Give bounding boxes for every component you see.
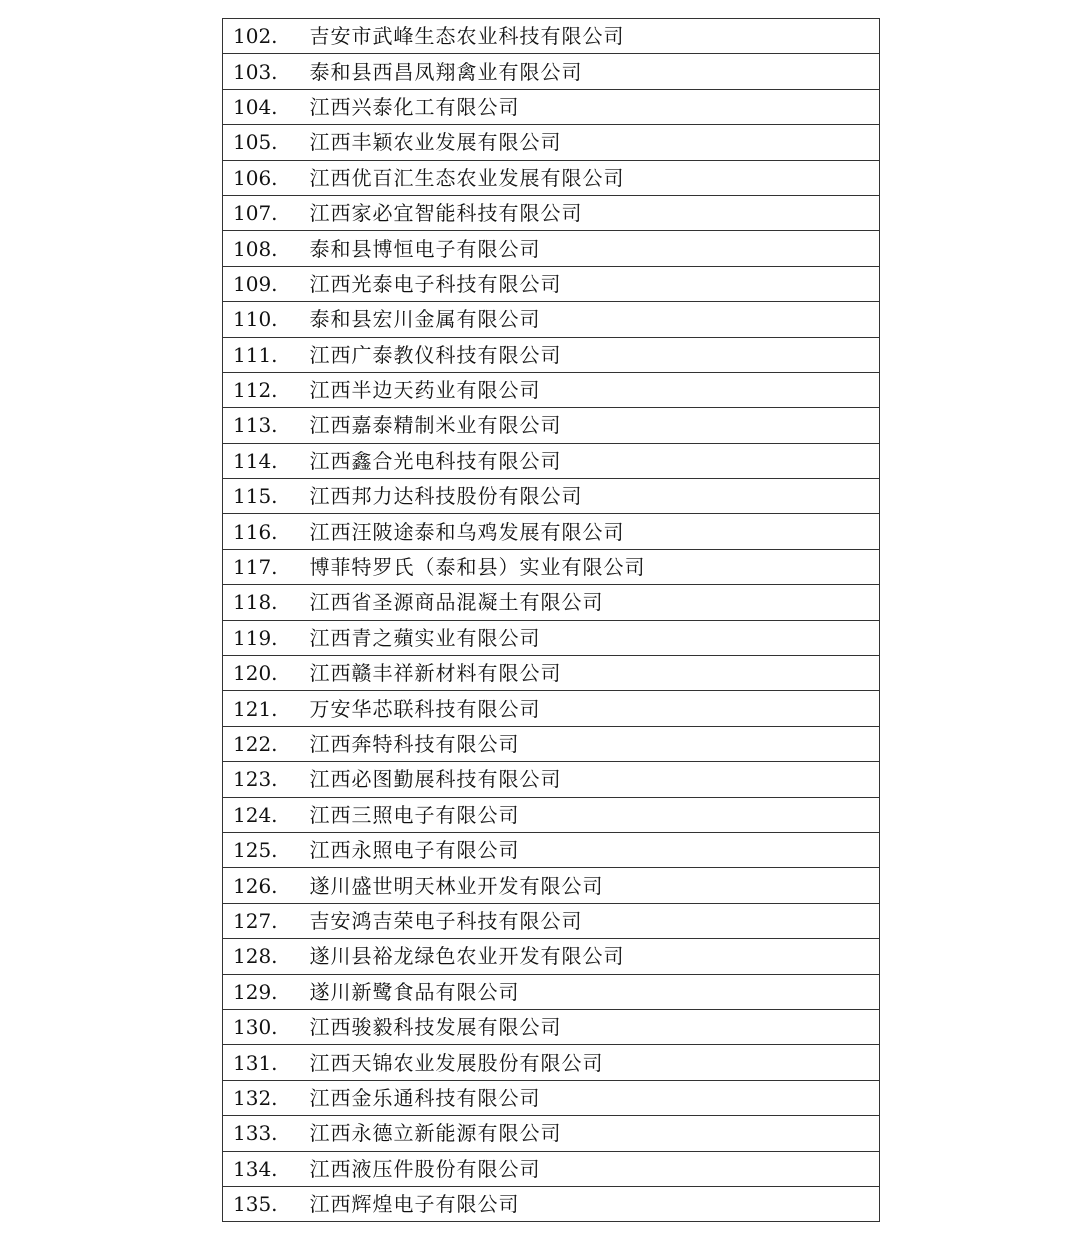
company-name: 博菲特罗氏（泰和县）实业有限公司	[310, 549, 880, 584]
row-number: 104.	[223, 89, 310, 124]
company-list-table	[222, 18, 880, 1222]
table-row	[223, 195, 880, 230]
table-row	[223, 1045, 880, 1080]
row-number: 119.	[223, 620, 310, 655]
company-name: 江西优百汇生态农业发展有限公司	[310, 160, 880, 195]
table-row	[223, 1080, 880, 1115]
row-number: 114.	[223, 443, 310, 478]
company-name: 江西青之蘋实业有限公司	[310, 620, 880, 655]
row-number: 113.	[223, 408, 310, 443]
row-number: 103.	[223, 54, 310, 89]
company-name: 江西光泰电子科技有限公司	[310, 266, 880, 301]
company-list-body	[223, 19, 880, 1222]
company-name: 江西天锦农业发展股份有限公司	[310, 1045, 880, 1080]
row-number: 126.	[223, 868, 310, 903]
company-name: 江西兴泰化工有限公司	[310, 89, 880, 124]
company-name: 泰和县博恒电子有限公司	[310, 231, 880, 266]
table-row	[223, 620, 880, 655]
row-number: 102.	[223, 19, 310, 54]
table-row	[223, 302, 880, 337]
company-name: 江西汪陂途泰和乌鸡发展有限公司	[310, 514, 880, 549]
company-name: 江西家必宜智能科技有限公司	[310, 195, 880, 230]
row-number: 110.	[223, 302, 310, 337]
table-row	[223, 54, 880, 89]
company-name: 遂川新鹭食品有限公司	[310, 974, 880, 1009]
company-name: 江西邦力达科技股份有限公司	[310, 479, 880, 514]
table-row	[223, 1116, 880, 1151]
company-name: 江西鑫合光电科技有限公司	[310, 443, 880, 478]
company-name: 江西必图勤展科技有限公司	[310, 762, 880, 797]
company-name: 遂川盛世明天林业开发有限公司	[310, 868, 880, 903]
company-name: 江西广泰教仪科技有限公司	[310, 337, 880, 372]
table-row	[223, 549, 880, 584]
company-name: 江西金乐通科技有限公司	[310, 1080, 880, 1115]
company-name: 万安华芯联科技有限公司	[310, 691, 880, 726]
company-name: 江西永德立新能源有限公司	[310, 1116, 880, 1151]
table-row	[223, 443, 880, 478]
row-number: 125.	[223, 832, 310, 867]
row-number: 132.	[223, 1080, 310, 1115]
row-number: 118.	[223, 585, 310, 620]
table-row	[223, 337, 880, 372]
table-row	[223, 1186, 880, 1221]
row-number: 135.	[223, 1186, 310, 1221]
table-row	[223, 372, 880, 407]
table-row	[223, 656, 880, 691]
row-number: 133.	[223, 1116, 310, 1151]
table-row	[223, 974, 880, 1009]
table-row	[223, 585, 880, 620]
row-number: 115.	[223, 479, 310, 514]
company-name: 江西省圣源商品混凝土有限公司	[310, 585, 880, 620]
company-name: 吉安市武峰生态农业科技有限公司	[310, 19, 880, 54]
row-number: 108.	[223, 231, 310, 266]
row-number: 131.	[223, 1045, 310, 1080]
row-number: 127.	[223, 903, 310, 938]
row-number: 128.	[223, 939, 310, 974]
company-name: 江西奔特科技有限公司	[310, 726, 880, 761]
table-row	[223, 1151, 880, 1186]
row-number: 129.	[223, 974, 310, 1009]
row-number: 120.	[223, 656, 310, 691]
company-name: 江西辉煌电子有限公司	[310, 1186, 880, 1221]
table-row	[223, 903, 880, 938]
row-number: 121.	[223, 691, 310, 726]
company-name: 江西赣丰祥新材料有限公司	[310, 656, 880, 691]
company-name: 遂川县裕龙绿色农业开发有限公司	[310, 939, 880, 974]
table-row	[223, 266, 880, 301]
row-number: 130.	[223, 1009, 310, 1044]
company-name: 江西永照电子有限公司	[310, 832, 880, 867]
company-name: 江西嘉泰精制米业有限公司	[310, 408, 880, 443]
row-number: 107.	[223, 195, 310, 230]
company-name: 江西骏毅科技发展有限公司	[310, 1009, 880, 1044]
table-row	[223, 408, 880, 443]
table-row	[223, 868, 880, 903]
table-row	[223, 726, 880, 761]
row-number: 134.	[223, 1151, 310, 1186]
row-number: 112.	[223, 372, 310, 407]
table-row	[223, 514, 880, 549]
row-number: 117.	[223, 549, 310, 584]
table-row	[223, 19, 880, 54]
company-name: 江西液压件股份有限公司	[310, 1151, 880, 1186]
table-row	[223, 479, 880, 514]
table-row	[223, 125, 880, 160]
company-name: 泰和县西昌凤翔禽业有限公司	[310, 54, 880, 89]
table-row	[223, 1009, 880, 1044]
row-number: 109.	[223, 266, 310, 301]
company-name: 泰和县宏川金属有限公司	[310, 302, 880, 337]
company-name: 江西半边天药业有限公司	[310, 372, 880, 407]
row-number: 116.	[223, 514, 310, 549]
row-number: 124.	[223, 797, 310, 832]
table-row	[223, 691, 880, 726]
row-number: 111.	[223, 337, 310, 372]
company-name: 江西丰颖农业发展有限公司	[310, 125, 880, 160]
row-number: 123.	[223, 762, 310, 797]
row-number: 106.	[223, 160, 310, 195]
table-row	[223, 832, 880, 867]
table-row	[223, 231, 880, 266]
table-row	[223, 89, 880, 124]
company-name: 吉安鸿吉荣电子科技有限公司	[310, 903, 880, 938]
row-number: 122.	[223, 726, 310, 761]
table-row	[223, 939, 880, 974]
table-row	[223, 762, 880, 797]
row-number: 105.	[223, 125, 310, 160]
table-row	[223, 160, 880, 195]
company-name: 江西三照电子有限公司	[310, 797, 880, 832]
table-row	[223, 797, 880, 832]
